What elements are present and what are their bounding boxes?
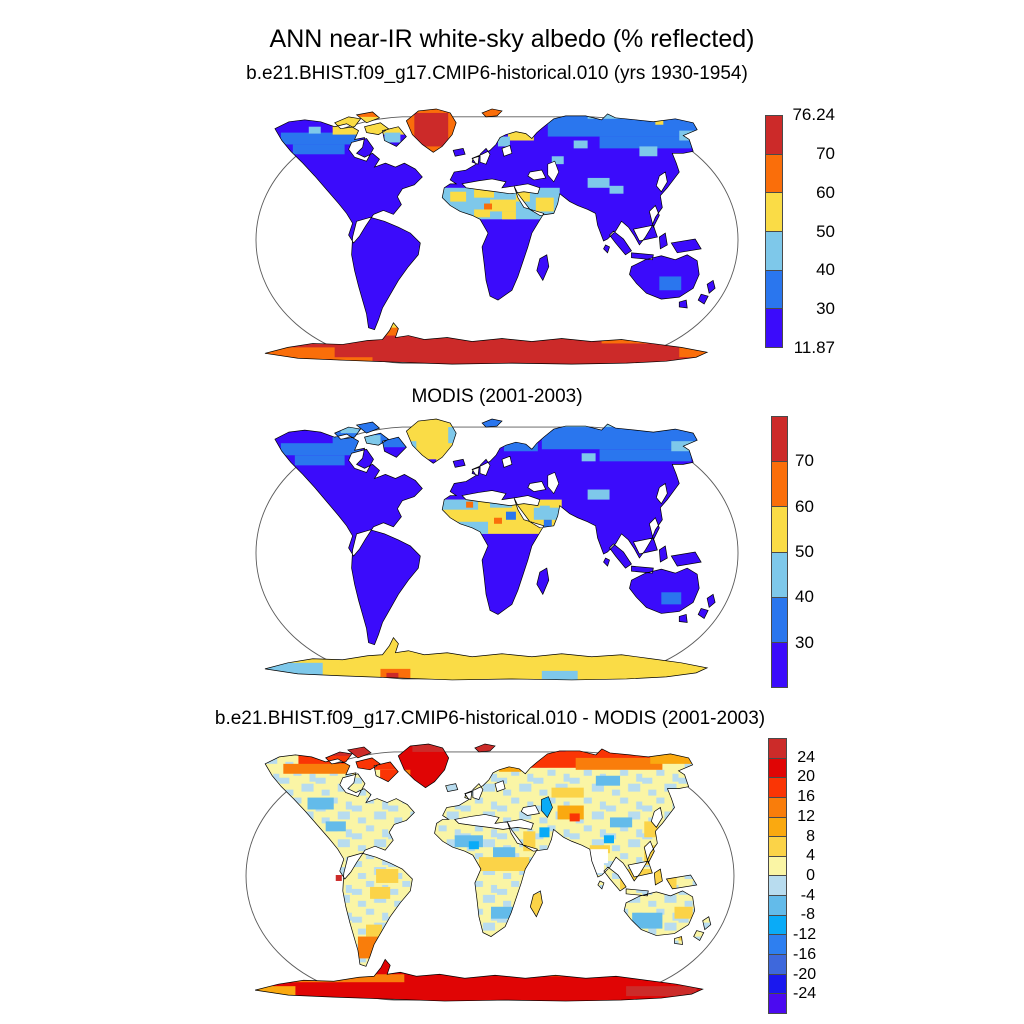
colorbar-tick-label: 50 [795,542,814,561]
colorbar-box [769,875,786,895]
colorbar-boxes [771,416,788,688]
colorbar-tick-label: 8 [806,828,815,845]
colorbar-tick-label: -12 [793,926,817,943]
colorbar-tick-label: 40 [795,587,814,606]
colorbar-tick-label: -24 [793,985,817,1002]
colorbar-boxes [768,738,787,1014]
colorbar-box [769,974,786,994]
colorbar-tick-label: 40 [816,260,835,279]
colorbar-box [769,934,786,954]
world-map-model [253,107,741,373]
colorbar-tick-label: 30 [816,299,835,318]
colorbar-box [766,154,782,193]
colorbar-box [766,116,782,154]
colorbar-box [769,856,786,876]
colorbar-boxes [765,115,783,348]
colorbar-box [769,836,786,856]
colorbar-tick-label: 70 [816,144,835,163]
colorbar-tick-label: 60 [816,183,835,202]
colorbar-tick-label: 0 [806,867,815,884]
colorbar-tick-label: 30 [795,633,814,652]
ocean-data-cell [336,875,342,881]
colorbar-box [769,993,786,1013]
colorbar-tick-label: -8 [800,906,815,923]
colorbar-tick-label: 20 [797,768,815,785]
colorbar-tick-label: 16 [797,788,815,805]
world-map-difference [243,742,737,1010]
colorbar-box [766,231,782,270]
colorbar-box [769,817,786,837]
panel-1-subtitle: b.e21.BHIST.f09_g17.CMIP6-historical.010 (yrs 1930-1954) [246,63,748,84]
colorbar-box [769,954,786,974]
colorbar-box [772,597,787,642]
colorbar-tick-label: 4 [806,847,815,864]
colorbar-tick-label: -20 [793,966,817,983]
world-map-modis [253,417,741,689]
colorbar-box [766,270,782,309]
colorbar-box [769,739,786,758]
colorbar-tick-label: 12 [797,808,815,825]
colorbar-tick-label: 60 [795,497,814,516]
panel-3-subtitle: b.e21.BHIST.f09_g17.CMIP6-historical.010 - MODIS (2001-2003) [214,708,766,729]
colorbar-box [769,797,786,817]
panel-2-subtitle: MODIS (2001-2003) [411,386,583,407]
colorbar-box [769,777,786,797]
colorbar-tick-label: 70 [795,451,814,470]
colorbar-box [769,895,786,915]
colorbar-tick-label: -16 [793,946,817,963]
colorbar-box [772,461,787,506]
colorbar-box [769,758,786,778]
colorbar-tick-label: 76.24 [792,105,835,124]
colorbar-box [772,417,787,461]
colorbar-box [769,915,786,935]
colorbar-box [772,552,787,597]
colorbar-box [766,192,782,231]
colorbar-tick-label: 24 [797,749,815,766]
colorbar-box [772,642,787,687]
colorbar-tick-label: 50 [816,222,835,241]
colorbar-box [772,506,787,551]
figure-title: ANN near-IR white-sky albedo (% reflected) [269,25,755,53]
colorbar-tick-label: -4 [800,887,815,904]
colorbar-tick-label: 11.87 [793,338,835,357]
colorbar-box [766,308,782,347]
